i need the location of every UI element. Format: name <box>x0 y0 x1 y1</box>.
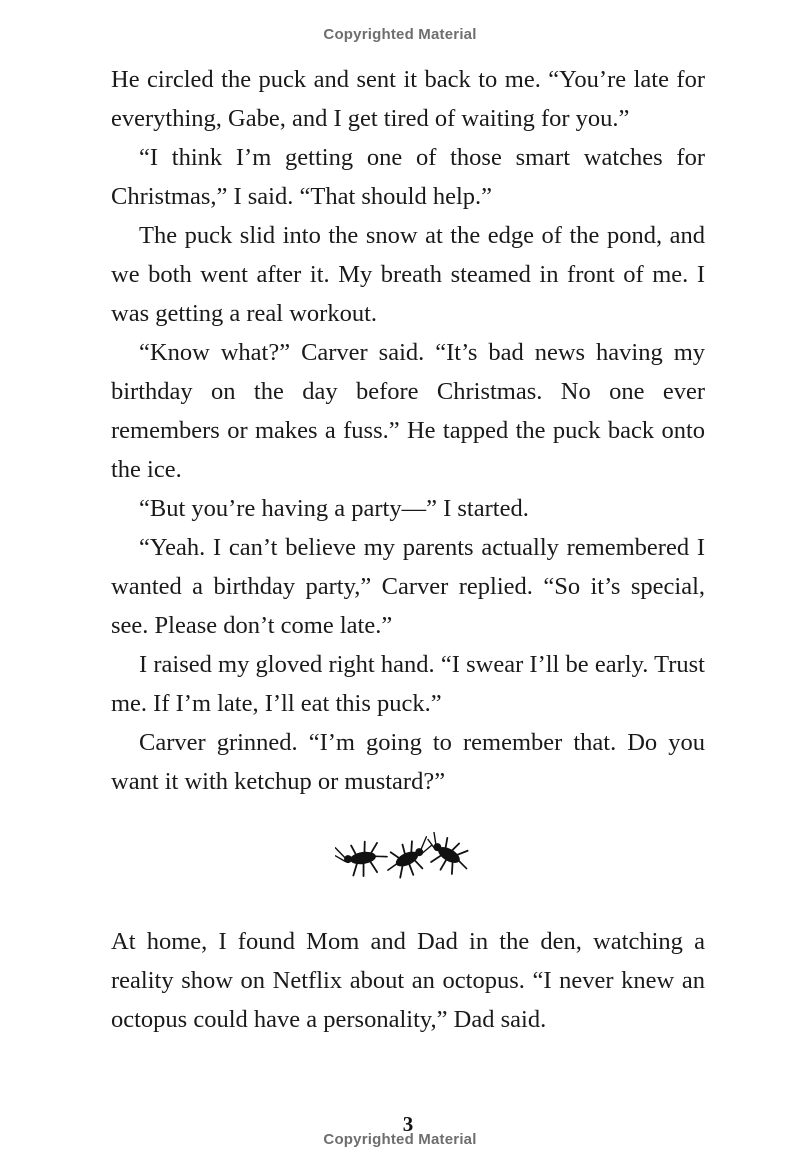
paragraph: “Know what?” Carver said. “It’s bad news having my birthday on the day before Christmas. No one ever remembers or makes a fuss.” He tapped the puck back onto the ice. <box>111 339 705 483</box>
paragraph: At home, I found Mom and Dad in the den, watching a reality show on Netflix about an octopus. “I never knew an octopus could have a personality,” Dad said. <box>111 928 705 1033</box>
three-insects-ornament-icon <box>335 832 475 884</box>
paragraph: “But you’re having a party—” I started. <box>139 495 529 522</box>
copyright-watermark-top: Copyrighted Material <box>323 26 477 43</box>
page-number: 3 <box>402 1112 414 1136</box>
copyright-watermark-bottom: Copyrighted Material <box>323 1131 477 1148</box>
paragraph: “I think I’m getting one of those smart watches for Christmas,” I said. “That should help.” <box>111 144 705 210</box>
body-text-section-2 <box>111 922 705 1039</box>
body-text-section-1 <box>111 60 705 801</box>
paragraph: He circled the puck and sent it back to me. “You’re late for everything, Gabe, and I get tired of waiting for you.” <box>111 66 705 132</box>
paragraph: I raised my gloved right hand. “I swear I’ll be early. Trust me. If I’m late, I’ll eat this puck.” <box>111 651 705 717</box>
paragraph: The puck slid into the snow at the edge of the pond, and we both went after it. My breath steamed in front of me. I was getting a real workout. <box>111 222 705 327</box>
paragraph: Carver grinned. “I’m going to remember that. Do you want it with ketchup or mustard?” <box>111 729 705 795</box>
paragraph: “Yeah. I can’t believe my parents actually remembered I wanted a birthday party,” Carver replied. “So it’s special, see. Please don’t come late.” <box>111 534 705 639</box>
